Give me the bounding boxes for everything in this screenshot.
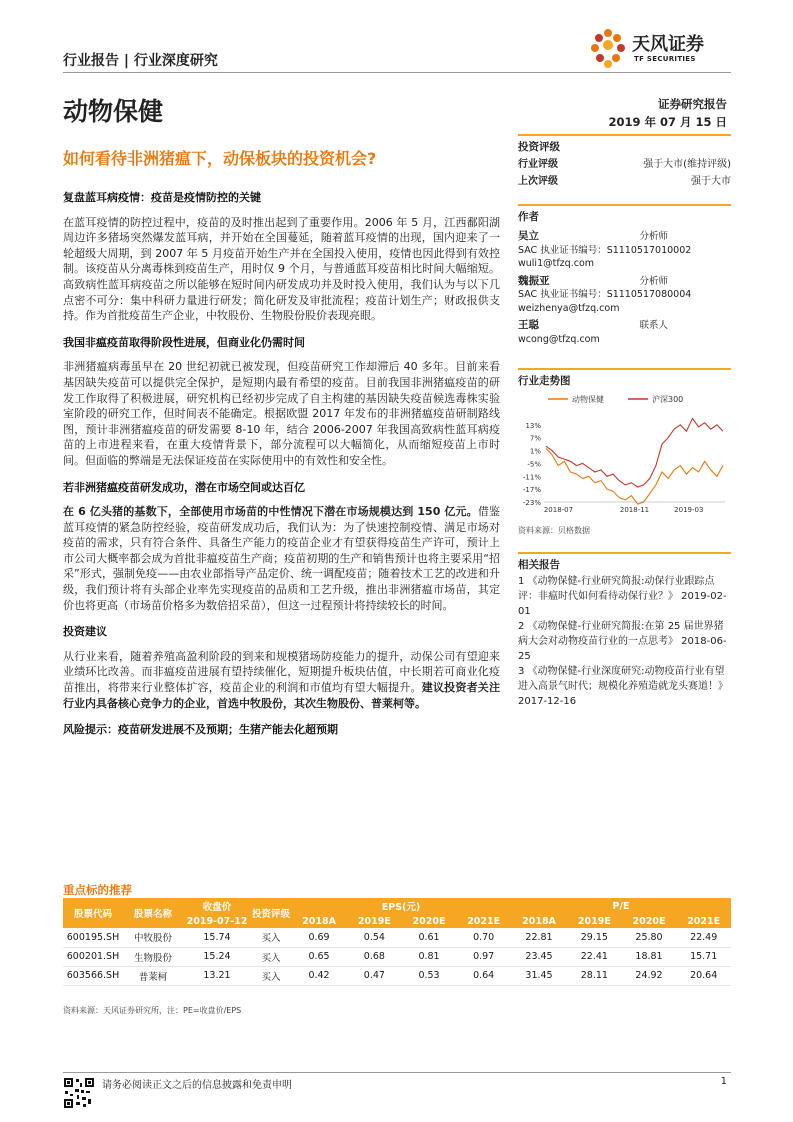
x-tick-label: 2018-11 <box>619 506 650 514</box>
logo-text-en: TF SECURITIES <box>634 55 696 63</box>
section-body: 非洲猪瘟病毒虽早在 20 世纪初就已被发现，但疫苗研究工作却滞后 40 多年。目前来看基因缺失疫苗可以提供完全保护，是短期内最有希望的疫苗。目前我国非洲猪瘟疫苗的研发工作取得了积极进展，研究机构已经初步完成了自主构建的基因缺失疫苗候选毒株实验室阶段的研究工作，但时间表不能确定。根据欧盟 2017 年发布的非洲猪瘟疫苗研制路线图，预计非洲猪瘟疫苗的研发需要 8-10 年，结合 2006-2007 年我国高致病性蓝耳病疫苗的上市进程来看，在重大疫情背景下，部分流程可以大幅简化，从而缩短疫苗上市时间。但面临的弊端是无法保证疫苗在实际使用中的有效性和安全性。 <box>63 360 500 467</box>
author-role: 分析师 <box>639 275 668 287</box>
table-cell: 24.92 <box>622 966 677 985</box>
table-cell: 23.45 <box>511 947 567 966</box>
table-cell: 600195.SH <box>63 928 123 947</box>
author-block <box>518 275 731 316</box>
section-heading: 若非洲猪瘟疫苗研发成功，潜在市场空间或达百亿 <box>63 480 305 494</box>
footer-divider <box>63 1072 731 1073</box>
industry-rating-row <box>518 156 731 173</box>
table-cell: 买入 <box>251 928 291 947</box>
table-row <box>63 947 731 966</box>
author-role: 联系人 <box>639 320 668 331</box>
author-email[interactable]: wcong@tfzq.com <box>518 333 600 345</box>
qr-code-icon <box>63 1077 95 1109</box>
author-block <box>518 319 731 346</box>
prev-rating-value: 强于大市 <box>691 176 731 187</box>
y-tick-label: 1% <box>529 447 541 456</box>
author-block <box>518 230 731 271</box>
table-row <box>63 928 731 947</box>
authors-title: 作者 <box>518 204 731 224</box>
logo-text-cn: 天风证券 <box>632 34 704 55</box>
section-body <box>63 649 500 711</box>
th-price: 收盘价 <box>183 898 251 914</box>
table-cell: 15.24 <box>183 947 251 966</box>
table-cell: 0.65 <box>291 947 347 966</box>
table-cell: 0.47 <box>347 966 402 985</box>
table-cell: 18.81 <box>622 947 677 966</box>
author-role: 分析师 <box>639 231 668 242</box>
prev-rating-label: 上次评级 <box>518 176 558 187</box>
section-body-bold: 建议投资者关注行业内具备核心竞争力的企业，首选中牧股份，其次生物股份、普莱柯等。 <box>63 681 500 710</box>
table-cell: 0.68 <box>347 947 402 966</box>
report-type: 证券研究报告 <box>658 97 727 111</box>
table-cell: 600201.SH <box>63 947 123 966</box>
table-cell: 603566.SH <box>63 966 123 985</box>
table-title: 重点标的推荐 <box>63 883 132 897</box>
table-cell: 31.45 <box>511 966 567 985</box>
author-name: 吴立 <box>518 230 539 242</box>
table-cell: 13.21 <box>183 966 251 985</box>
section-body-bold: 在 6 亿头猪的基数下，全部使用市场苗的中性情况下潜在市场规模达到 150 亿元。 <box>63 505 478 519</box>
related-report[interactable]: 2 《动物保健-行业研究简报:在第 25 届世界猪病大会对动物疫苗行业的一点思考》 2018-06-25 <box>518 621 727 662</box>
y-tick-label: -23% <box>522 499 541 507</box>
legend-label: 动物保健 <box>572 395 604 404</box>
table-cell: 15.71 <box>676 947 731 966</box>
table-cell: 0.53 <box>402 966 457 985</box>
report-date: 2019 年 07 月 15 日 <box>608 115 727 129</box>
table-cell: 0.69 <box>291 928 347 947</box>
y-tick-label: 13% <box>525 421 541 430</box>
related-report[interactable]: 1 《动物保健-行业研究简报:动保行业跟踪点评：非瘟时代如何看待动保行业？》 2019-02-01 <box>518 576 727 617</box>
sidebar <box>518 134 731 709</box>
th-year: 2020E <box>402 914 457 928</box>
y-tick-label: 7% <box>529 434 541 443</box>
table-cell: 0.64 <box>456 966 511 985</box>
rating-title: 投资评级 <box>518 134 731 154</box>
author-cert: SAC 执业证书编号：S1110517010002 <box>518 244 692 256</box>
section-body-text: 借鉴蓝耳疫情的紧急防控经验，疫苗研发成功后，我们认为：为了快速控制疫情、满足市场对疫苗的需求，只有符合条件、具备生产能力的疫苗企业才有望获得疫苗生产许可，预计上市公司大概率都会成为首批非瘟疫苗生产商；疫苗初期的生产和销售预计也将主要采用“招采”形式，强制免疫——由农业部指导产品定价、统一调配疫苗；随着技术工艺的改进和升级，我们预计将有头部企业率先实现疫苗的品质和工艺升级，推出非洲猪瘟市场苗，其定价也将更高（市场苗价格多为数倍招采苗），但这一过程预计将持续较长的时间。 <box>63 505 501 612</box>
table-cell: 0.70 <box>456 928 511 947</box>
x-tick-label: 2019-03 <box>674 506 704 514</box>
disclaimer[interactable]: 请务必阅读正文之后的信息披露和免责申明 <box>102 1080 292 1091</box>
section-heading: 我国非瘟疫苗取得阶段性进展，但商业化仍需时间 <box>63 335 305 349</box>
chart-source: 资料来源：贝格数据 <box>518 526 590 535</box>
section-body <box>63 504 500 613</box>
x-tick-label: 2018-07 <box>543 506 574 514</box>
y-tick-label: -17% <box>522 486 541 495</box>
table-cell: 25.80 <box>622 928 677 947</box>
th-year: 2018A <box>291 914 347 928</box>
section-heading: 投资建议 <box>63 625 107 639</box>
prev-rating-row <box>518 173 731 190</box>
header-divider <box>63 72 731 73</box>
table-cell: 买入 <box>251 966 291 985</box>
th-pe: P/E <box>511 898 731 914</box>
y-tick-label: -11% <box>522 473 541 482</box>
report-subtitle: 如何看待非洲猪瘟下，动保板块的投资机会? <box>63 149 377 168</box>
table-source: 资料来源：天风证券研究所，注：PE=收盘价/EPS <box>63 1006 242 1015</box>
page-title: 动物保健 <box>63 97 164 126</box>
series-line <box>546 418 723 487</box>
table-cell: 29.15 <box>567 928 622 947</box>
th-year: 2019E <box>347 914 402 928</box>
author-email[interactable]: weizhenya@tfzq.com <box>518 302 620 314</box>
author-cert: SAC 执业证书编号：S1110517080004 <box>518 289 692 300</box>
th-year: 2021E <box>676 914 731 928</box>
th-year: 2019E <box>567 914 622 928</box>
table-cell: 22.49 <box>676 928 731 947</box>
table-cell: 28.11 <box>567 966 622 985</box>
industry-rating-label: 行业评级 <box>518 159 558 170</box>
logo-dots-icon <box>586 28 630 70</box>
page-number: 1 <box>720 1076 727 1087</box>
section-body: 在蓝耳疫情的防控过程中，疫苗的及时推出起到了重要作用。2006 年 5 月，江西鄱阳湖周边许多猪场突然爆发蓝耳病，并开始在全国蔓延，随着蓝耳疫情的出现，国内迎来了一轮超级大周期，到 2007 年 5 月疫苗开始生产并在全国投入使用，疫情也因此得到有效控制。该疫苗从分离毒株到疫苗生产，用时仅 9 个月，与普通蓝耳疫苗相比时间大幅缩短。高致病性蓝耳病疫苗之所以能够在短时间内研发成功并及时投入使用，我们认为与以下几点密不可分：集中科研力量进行研发；简化研发及审批流程；疫苗计划生产；财政报供支持。作为首批疫苗生产企业，中牧股份、生物股份股价表现亮眼。 <box>63 215 500 323</box>
chart-title: 行业走势图 <box>518 368 731 388</box>
table-cell: 0.81 <box>402 947 457 966</box>
series-line <box>546 448 723 504</box>
table-row <box>63 966 731 985</box>
th-year: 2021E <box>456 914 511 928</box>
table-cell: 生物股份 <box>123 947 183 966</box>
table-cell: 0.61 <box>402 928 457 947</box>
section-body-text: 从行业来看，随着养殖高盈利阶段的到来和规模猪场防疫能力的提升，动保公司有望迎来业绩环比改善。而非瘟疫苗进展有望持续催化，短期提升板块估值，中长期若可商业化疫苗推出，将带来行业整体扩容，疫苗企业的利润和市值均有望大幅提升。 <box>63 649 500 695</box>
th-price-date: 2019-07-12 <box>183 914 251 928</box>
section-heading: 复盘蓝耳病疫情：疫苗是疫情防控的关键 <box>63 191 261 204</box>
table-cell: 普莱柯 <box>123 966 183 985</box>
legend-label: 沪深300 <box>652 395 684 404</box>
table-cell: 15.74 <box>183 928 251 947</box>
trend-chart <box>518 390 731 520</box>
th-code: 股票代码 <box>63 898 123 928</box>
table-cell: 买入 <box>251 947 291 966</box>
th-eps: EPS(元) <box>291 898 511 914</box>
table-cell: 22.81 <box>511 928 567 947</box>
table-cell: 0.54 <box>347 928 402 947</box>
author-name: 王聪 <box>518 319 539 331</box>
th-year: 2018A <box>511 914 567 928</box>
related-report[interactable]: 3 《动物保健-行业深度研究:动物疫苗行业有望进入高景气时代；规模化养殖造就龙头赛道！》 2017-12-16 <box>518 666 728 707</box>
table-cell: 20.64 <box>676 966 731 985</box>
th-year: 2020E <box>622 914 677 928</box>
y-tick-label: -5% <box>527 460 541 469</box>
author-name: 魏振亚 <box>518 274 550 287</box>
main-content <box>63 190 500 747</box>
table-cell: 22.41 <box>567 947 622 966</box>
related-title: 相关报告 <box>518 552 731 572</box>
th-name: 股票名称 <box>123 898 183 928</box>
table-cell: 0.97 <box>456 947 511 966</box>
report-category: 行业报告 | 行业深度研究 <box>63 53 218 69</box>
table-cell: 0.42 <box>291 966 347 985</box>
company-logo <box>586 28 736 70</box>
risk-warning: 风险提示：疫苗研发进展不及预期；生猪产能去化超预期 <box>63 723 338 737</box>
table-cell: 中牧股份 <box>123 928 183 947</box>
author-email[interactable]: wuli1@tfzq.com <box>518 258 595 269</box>
industry-rating-value: 强于大市(维持评级) <box>643 159 731 170</box>
th-rating: 投资评级 <box>251 898 291 928</box>
stock-table <box>63 898 731 986</box>
